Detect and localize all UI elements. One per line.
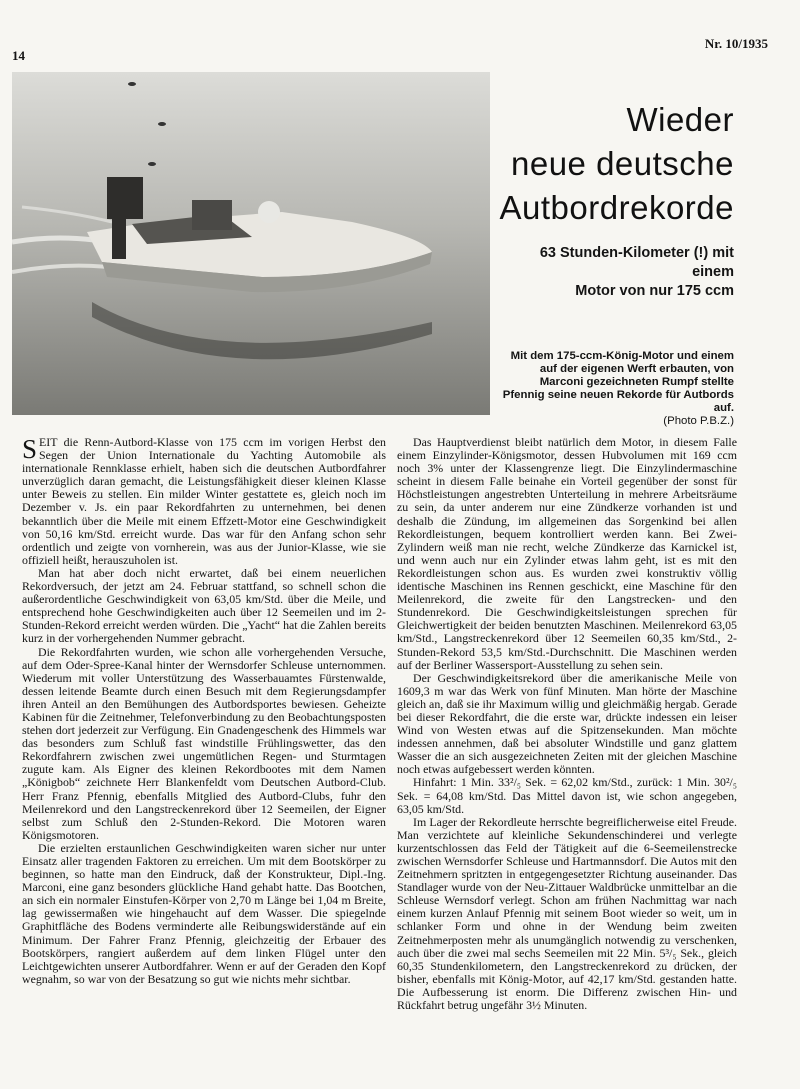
photo-credit: (Photo P.B.Z.): [663, 415, 734, 427]
article-column-left: [22, 436, 386, 986]
article-title: [498, 98, 734, 230]
speedboat-photo-illustration: [12, 72, 490, 415]
paragraph: Die erzielten erstaunlichen Geschwindigkeiten waren sicher nur unter Einsatz aller tragenden Faktoren zu erreichen. Um mit dem Bootskörper zu beginnen, so hatte man den Eindruck, daß der Konstrukteur, Dipl.-Ing. Marconi, eine ganz besonders glückliche Hand gehabt hatte. Das Bootchen, an sich ein normaler Einstufen-Körper von 2,70 m Länge bei 1,04 m Breite, lag gewissermaßen wie hingehaucht auf dem Wasser. Die spiegelnde Graphitfläche des Bodens verminderte alle Reibungswiderstände auf ein Minimum. Der Fahrer Franz Pfennig, gleichzeitig der Erbauer des Bootskörpers, rangiert außerdem auf dem linken Flügel unter den Leichtgewichten unserer Autbordfahrer. Wenn er auf der Geraden den Kopf wegnahm, so war von der Besatzung so gut wie nichts mehr sichtbar.: [22, 840, 386, 986]
paragraph: Das Hauptverdienst bleibt natürlich dem Motor, in diesem Falle einem Einzylinder-Königsmotor, dessen Hubvolumen mit 169 ccm noch 3% unter der Klassengrenze liegt. Die Einzylindermaschine scheint in diesem Falle beinahe ein Vorteil gegenüber der sonst für Höchstleistungen angestrebten Unterteilung in mehrere Arbeitsräume zu sein, da unter anderem nur eine Zündkerze vorhanden ist und deshalb die Zündung, im allgemeinen das Sorgenkind bei allen Rekordleistungen, bequem kontrolliert werden kann. Bei Zwei-Zylindern weiß man nie recht, welche Zündkerze das Karnickel ist, und wenn auch nur ein Zylinder etwas lahm geht, ist es mit den Rekordleistungen schon aus. Es wurden zwei konstruktiv völlig identische Maschinen ins Rennen geschickt, eine Maschine für den Meilenrekord, die zweite für den Langstrecken- und den Stundenrekord. Die Geschwindigkeitsleistungen sprechen für Gleichwertigkeit der beiden benutzten Maschinen. Meilenrekord 63,05 km/Std., Langstreckenrekord über 12 Seemeilen 60,35 km/Std., 2-Stunden-Rekord 53,5 km/Std.-Durchschnitt. Die Maschinen werden auf der Berliner Wassersport-Ausstellung zu sehen sein.: [397, 435, 737, 672]
paragraph: [22, 436, 386, 567]
paragraph: Im Lager der Rekordleute herrschte begreiflicherweise eitel Freude. Man verzichtete auf kleinliche Sekundenschinderei und verlegte kurzentschlossen das Feld der Tätigkeit auf die 6-Seemeilenstrecke zwischen Wernsdorfer Schleuse und Hartmannsdorf. Die Autos mit den Zeitnehmern spritzten in entgegengesetzter Richtung auseinander. Das Standlager wurde von der Neu-Zittauer Waldbrücke unmittelbar an die Schleuse Wernsdorf verlegt. Schon am frühen Nachmittag war nach einem kurzen Anlauf Pfennig mit seinem Boot wieder so weit, um in schlanker Form und ohne in der Wendung beim zweiten Zeitnehmerposten mehr als unumgänglich notwendig zu verschenken, auch über die zwei mal sechs Seemeilen mit 22 Min. 5³/₅ Sek., gleich 60,35 Stundenkilometern, den Langstreckenrekord zu drücken, der bisher, ebenfalls mit König-Motor, auf 42,17 km/Std. gestanden hatte. Die Aufbesserung ist enorm. Die Differenz zwischen Hin- und Rückfahrt betrug ungefähr 3½ Minuten.: [397, 814, 737, 1013]
article-photo: [12, 72, 490, 415]
issue-number: Nr. 10/1935: [704, 36, 768, 51]
subtitle-line: 63 Stunden-Kilometer (!) mit einem: [539, 245, 734, 280]
paragraph: Die Rekordfahrten wurden, wie schon alle vorhergehenden Versuche, auf dem Oder-Spree-Kanal hinter der Wernsdorfer Schleuse unternommen. Wiederum mit voller Unterstützung des Wasserbauamtes Fürstenwalde, dessen leitende Beamte durch einen Besuch mit dem Regierungsdampfer ihren Anteil an den Bemühungen des Autbordsportes bewiesen. Geheizte Kabinen für die Zeitnehmer, Telefonverbindung zu den Beobachtungsposten stehen dort jederzeit zur Verfügung. Ein Gnadengeschenk des Himmels war das besonders zum Schluß fast windstille Frühlingswetter, das den Rekordfahrern zwischen zwei ungemütlichen Regen- und Sturmtagen zugute kam. Als Eigner des kleinen Rekordbootes mit dem Namen „Königbob“ zeichnete Herr Blankenfeldt vom Deutschen Autbord-Club. Herr Franz Pfennig, ebenfalls Mitglied des Autbord-Clubs, fuhr den Meilenrekord und den Langstreckenrekord über 12 Seemeilen, der Eigner selbst zum Schluß den 2-Stunden-Rekord. Die Motoren waren Königsmotoren.: [22, 644, 386, 842]
paragraph: Der Geschwindigkeitsrekord über die amerikanische Meile von 1609,3 m war das Werk von fünf Minuten. Man hörte der Maschine gleich an, daß sie ihr Maximum willig und gleichmäßig hergab. Gerade bei dieser Rekordfahrt, die die erste war, drückte indessen ein leiser Wind von Westen etwas auf die Spitzensekunden. Man möchte indessen annehmen, daß bei absoluter Windstille und ganz glattem Wasser die an sich ausgezeichneten Zeiten mit der gleichen Maschine noch etwas aufgebessert werden könnten.: [397, 670, 737, 777]
caption-text: Mit dem 175-ccm-König-Motor und einem auf der eigenen Werft erbauten, von Marconi gezeichneten Rumpf stellte Pfennig seine neuen Rekorde für Autbords auf.: [502, 350, 734, 414]
photo-caption: [500, 350, 734, 428]
title-line: Wieder: [626, 101, 734, 138]
paragraph-text: EIT die Renn-Autbord-Klasse von 175 ccm im vorigen Herbst den Segen der Union Internationale du Yachting Automobile als internationale Rennklasse erhielt, haben sich die deutschen Autbordfahrer unverzüglich daran gemacht, die Leistungsfähigkeit dieser kleinen Klasse unter Beweis zu stellen. Ein milder Winter gestattete es, gleich noch im Dezember v. Js. ein paar Rekordfahrten zu unternehmen, bei denen bekanntlich über die Meile mit einem Effzett-Motor eine Geschwindigkeit von 50,16 km/Std. erreicht wurde. Das war für den Anfang schon sehr ordentlich und zeigte von vornherein, was aus der Junior-Klasse, wie sie offiziell heißt, herauszuholen ist.: [22, 435, 386, 567]
page-number: 14: [12, 48, 25, 63]
paragraph: Man hat aber doch nicht erwartet, daß bei einem neuerlichen Rekordversuch, der jetzt am 24. Februar stattfand, so schnell schon die außerordentliche Geschwindigkeit von 63,05 km/Std. über die Meile, und entsprechend hohe Geschwindigkeiten auch über 12 Seemeilen und im 2-Stunden-Rekord erreicht werden würden. Die „Yacht“ hat die Zahlen bereits kurz in der vorhergehenden Nummer gebracht.: [22, 565, 386, 646]
title-line: Autbordrekorde: [499, 189, 734, 226]
paragraph: Hinfahrt: 1 Min. 33²/₅ Sek. = 62,02 km/Std., zurück: 1 Min. 30²/₅ Sek. = 64,08 km/Std. Das Mittel davon ist, wie schon angegeben, 63,05 km/Std.: [397, 775, 737, 816]
article-subtitle: [498, 244, 734, 301]
title-line: neue deutsche: [510, 145, 734, 182]
article-column-right: [397, 436, 737, 1012]
dropcap: S: [22, 434, 38, 464]
subtitle-line: Motor von nur 175 ccm: [575, 283, 734, 299]
